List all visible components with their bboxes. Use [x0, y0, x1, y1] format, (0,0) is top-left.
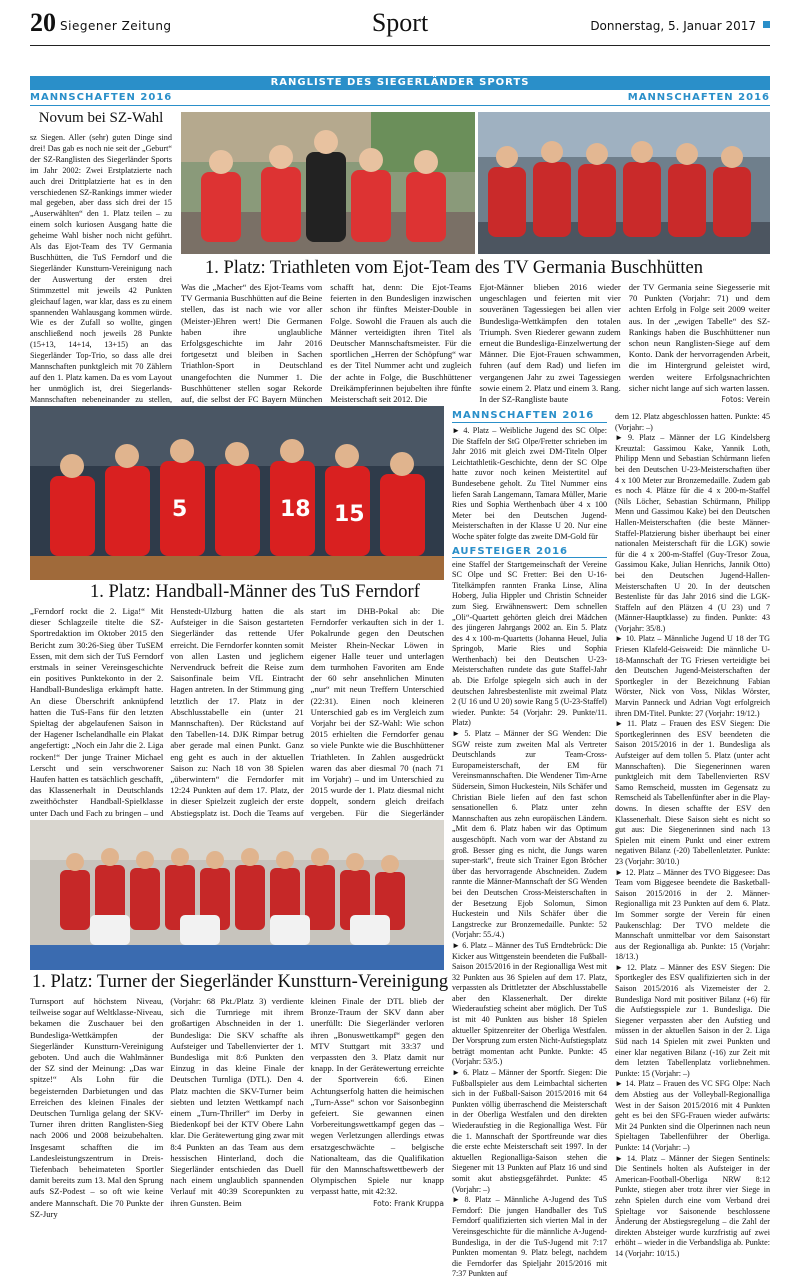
right-entry-a2: ► 5. Platz – Männer der SG Wenden: Die SGW reiste zum zweiten Mal als Vertreter Deutschlands zur Team-Cross-Europameisterschaft, der EM für Vereinsmannschaften. Die Wendener Tim-Arne Südersein, Simon Huckestein, Nils Schäfer und Christian Biele liefen auf den fast schon sensationellen 6. Platz unter zehn Mannschaften aus zehn europäischen Ländern. „Mit dem 6. Platz haben wir das Optimum ausgeschöpft. Nach vorn war der Abstand zu groß. Besser ging es nicht, die Jungs waren super-stark“, freute sich Trainer Egon Bröcher über das hervorragende Abschneiden. Zudem rannte die Männer-Mannschaft der SG Wenden bei den Deutschen Cross-Meisterschaften in der Besetzung Ejob Solomun, Simon Huckestein und Nils Schäfer über die Langstrecke zur Bronzemedaille. Punkte: 52 (Vorjahr: 55./4.) — [452, 729, 607, 940]
story1-col-3: Ejot-Männer blieben 2016 wieder ungeschlagen und feierten mit vier souveränen Tagessiegen bei allen vier Bundesliga-Wettkämpfen den totalen Triumph. Sven Riederer gewann zudem erneut die Bundesliga-Einzelwertung der Männer. Die Ejot-Frauen schwammen, fuhren (auf dem Rad) und liefen im vergangenen Jahr zu zwei Tagessiegen sowie einem 2. Platz und einem 3. Rang. In der SZ-Rangliste baute — [479, 282, 621, 405]
section-title: Sport — [371, 8, 429, 37]
intro-text: sz Siegen. Aller (sehr) guten Dinge sind drei! Das gab es noch nie seit der „Geburt“ der SZ-Ranglisten des Siegerländer Sports im Jahr 2002: Zwei Erstplatzierte nach auch drei Drittplatzierte hat es in den verschiedenen SZ-Rankings immer wieder mal gegeben, aber dass sich drei der 15 „Auserwählten“ den 1. Platz teilen – zu einem solch kuriosen Ausgang hatte die geheime Wahl bisher noch nicht geführt. Als das Ejot-Team des TV Germania Buschhütten, die TuS Ferndorf und die Siegerländer Kunstturn-Vereinigung nach der Auswertung der ersten drei Stimmzettel mit jeweils 42 Punkten gleichauf lagen, war klar, dass es zu einem spannenden Wahlausgang kommen würde. Wie es der Zufall so wollte, gingen anschließend noch jeweils 28 Punkte (15+13, 14+14, 13+15) an das Siegerländer Top-Trio, so dass alle drei Mannschaften punktgleich mit 70 Zählern auf den 1. Platz kamen. Da es vom Layout her unmöglich ist, drei Siegerlands-Mannschaften nebeneinander zu stellen, — [30, 133, 172, 404]
story2-col-2: Henstedt-Ulzburg hatten die als Aufsteiger in die Saison gestarteten Siegerländer das rettende Ufer erreicht. Die Ferndorfer konnten somit von allen Lasten und jeglichem Nervendruck befreit die Reise zum Saisonfinale beim VfL Eintracht Hagen antreten. In der Stimmung ging letztlich der 17. Platz in der Abschlusstabelle ein (unter 21 Mannschaften). Der Rückstand auf den Tabellen-14. DJK Rimpar betrug aber gerade mal einen Punkt. Ganz eng geht es auch in der aktuellen Saison zu: Nach 18 von 38 Spielen „überwintern“ die Ferndorfer mit 12:24 Punkten auf dem 17. Platz, der in dieser Spielzeit zugleich der erste Abstiegsplatz ist. Doch die Teams auf — [170, 606, 304, 818]
story2-col-1: „Ferndorf rockt die 2. Liga!“ Mit dieser Schlagzeile titelte die SZ-Sportredaktion im Oktober 2015 den Bericht zum 30:26-Sieg über TuSEM Essen, mit dem sich der TuS Ferndorf erstmals in seiner Vereinsgeschichte ein positives Punktekonto in der 2. Handball-Bundesliga erkämpft hatte. An diese Überschrift anknüpfend hatten die TuS-Fans für den letzten Spieltag der abgelaufenen Saison in der Hagener Ischelandhalle ein Plakat angefertigt: „Noch ein Jahr die 2. Liga rocken!“ Der junge Trainer Michael Lerscht und sein verschworener Haufen hatten es tatsächlich geschafft, das Klassenerhalt in Deutschlands zweithöchster Handball-Spielklasse unter Dach und Fach zu bringen – und — [30, 606, 164, 818]
photo-handball-team — [30, 406, 444, 580]
right-entry-a1: eine Staffel der Startgemeinschaft der Vereine SC Olpe und SC Fretter: Bei den U-16-Titelkämpfen rannten Franka Linse, Alina Hoberg, Julia Hippler und Christin Schneider zum Sieg. Erwähnenswert: Dem schnellen „Oli“-Quartett gehörten gleich drei Mädchen des jüngeren Jahrgangs 2002 an. Ein 5. Platz des 4 x 100-m-Quartetts (Johanna Heuel, Julia Springob, Marie Ries und Sophia Werthenbach) bei den Deutschen U-23-Meisterschaften rundete das gute Staffel-Jahr ab. Die Erfolge spiegeln sich auch in der deutschen Jahresbestenliste mit zweimal Platz 2 (U 16 und U 20) sowie Rang 5 (U-23-Staffel) wieder. Punkte: 54 (Vorjahr: 29. Punkte/11. Platz) — [452, 559, 607, 728]
right-head-aufsteiger: AUFSTEIGER 2016 — [452, 546, 607, 558]
right-entry-a3: ► 6. Platz – Männer des TuS Erndtebrück: Die Kicker aus Wittgenstein beendeten die Fußball-Saison 2015/2016 in der Regionalliga West mit 32 Punkten aus 36 Spielen auf dem 17. Platz, verpassten als Drittletzter der Abschlusstabelle aber den Klassenerhalt. Der direkte Wiederaufstieg scheint aber möglich. Der TuS ist mit 40 Punkten aus bisher 18 Spielen aktueller Spitzenreiter der Oberliga Westfalen. Der Vorsprung zum ersten Nicht-Aufstiegsplatz beträgt momentan acht Punkte. Punkte: 45 (Vorjahr: 53/5.) — [452, 940, 607, 1067]
story3-col-3: kleinen Finale der DTL blieb der Bronze-Traum der SKV dann aber unerfüllt: Die Siegerländer verloren ihren „Bonuswettkampf“ gegen den MTV Stuttgart mit 33:37 und verpassten den 3. Platz damit nur knapp. In der Gerätewertung erreichte der Sportverein 6:6. Einen Achtungserfolg hatten die heimischen „Turn-Asse“ schon vor Saisonbeginn gefeiert. Sie gewannen einen Vorbereitungswettkampf gegen das – wegen Verletzungen allerdings etwas ersatzgeschwächte – belgische Nationalteam, das die Qualifikation für den Mannschaftswettbewerb der Olympischen Spiele nur knapp verpasst hatte, mit 42:32. — [310, 996, 444, 1197]
story1-col-1: Was die „Macher“ des Ejot-Teams vom TV Germania Buschhütten auf die Beine stellen, das ist nach wie vor aller (Meister-)Ehren wert! Die Germanen haben ihre unglaubliche Erfolgsgeschichte im Jahr 2016 fortgesetzt und bleiben in Sachen Triathlon-Sport in Deutschland unangefochten die Nummer 1. Die Buschhüttener stellen sogar Rekorde auf, die selbst der FC Bayern München — [181, 282, 323, 405]
right-entry-a4: ► 6. Platz – Männer der Sportfr. Siegen: Die Fußballspieler aus dem Leimbachtal sicherten sich in der Fußball-Saison 2015/2016 mit 64 Punkten völlig überraschend die Meisterschaft in der Oberliga Westfalen und den direkten Wiederaufstieg in die Regionalliga West. Für die 1. Mannschaft der Sportfreunde war dies die erste echte Meisterschaft seit 1997. In der aktuellen Regionalliga-Saison stehen die Siegener mit 13 Punkten auf Platz 16 und sind somit akut abstiegsgefährdet. Punkte: 45 (Vorjahr: –) — [452, 1068, 607, 1194]
story2-body — [30, 606, 444, 816]
right-entry-b7: ► 14. Platz – Männer der Siegen Sentinels: Die Sentinels holten als Aufsteiger in der American-Football-Oberliga NRW 8:12 Punkte, stiegen aber trotz ihrer vier Siege in zehn Spielen durch eine vom Verband drei Spieltage vor Saisonende beschlossene Änderung der Abstiegsregelung – die Zahl der direkten Absteiger wurde kurzfristig auf zwei erhöht – wieder in die Verbandsliga ab. Punkte: 14 (Vorjahr: 10/15.) — [615, 1153, 770, 1258]
newspaper-name: Siegener Zeitung — [60, 19, 172, 33]
svg-text:15: 15 — [334, 502, 365, 527]
story1-body — [181, 282, 770, 405]
intro-title: Novum bei SZ-Wahl — [38, 110, 164, 126]
story1-credit: Fotos: Verein — [721, 395, 770, 405]
story3-credit: Foto: Frank Kruppa — [373, 1198, 444, 1208]
story2-headline: 1. Platz: Handball-Männer des TuS Ferndorf — [90, 582, 420, 602]
page-header — [30, 8, 770, 46]
right-entry-b1: ► 9. Platz – Männer der LG Kindelsberg Kreuztal: Gassimou Kake, Yannik Loth, Philipp Menn und Sebastian Schürmann liefen bei den Deutschen U-23-Meisterschaften über 4 x 100 Meter zur Bronzemedaille. Zudem gab es noch 4. Plätze für die 4 x 200-m-Staffel (Nils Löcher, Sebastian Schürmann, Philipp Menn und Gassimou Kake) bei den Deutschen Hallen-Meisterschaften (die beste Männer-Staffel-Platzierung bisher überhaupt bei einer nationalen Meisterschaft für die LGK) sowie für die 4 x 200-m-Staffel (Guy-Tresor Zoua, Gassimou Kake, Julian Henrichs, Jannik Otto) bei den Deutschen Jugend-Hallen-Meisterschaften U 20. In der deutschen Bestenliste für das Jahr 2016 sind die LGK-Staffeln auf den Plätzen 4 (U 23) und 7 (Männer-Hauptklasse) zu finden. Punkte: 43 (Vorjahr: 35/8.) — [615, 433, 770, 633]
story3-col-1: Turnsport auf höchstem Niveau, teilweise sogar auf Weltklasse-Niveau, bekamen die Zuschauer bei den Bundesliga-Wettkämpfen der Siegerländer Kunstturn-Vereinigung geboten. Und auch die Wahlmänner der SZ sind der Meinung: „Das war spitze!“ Als Lohn für die begeisternden Darbietungen und das Erreichen des kleinen Finales der Deutschen Turnliga gelang der SKV-Turner ihren dritten Ranglisten-Sieg nach 2006 und 2008 beizubehalten. Insgesamt schafften die im Landesleistungszentrum in Dreis-Tiefenbach beheimateten Sportler damit bereits zum 13. Mal den Sprung aufs SZ-Podest – so oft wie keine andere Mannschaft. Die 70 Punkte der SZ-Jury — [30, 996, 164, 1219]
right-head-mannschaften: MANNSCHAFTEN 2016 — [452, 410, 607, 423]
story2-col-3: start im DHB-Pokal ab: Die Ferndorfer verkauften sich in der 1. Pokalrunde gegen den Deutschen Meister Rhein-Neckar Löwen in eigener Halle teuer und unterlagen dem turmhohen Favoriten am Ende der 60 sehr ansehnlichen Minuten „nur“ mit neun Treffern Unterschied (22:31). Einen noch kleineren Unterschied gab es im Vergleich zum Vorjahr bei der SZ-Wahl: Wie schon 2015 erhielten die Ferndorfer genau so viele Punkte wie die Buschhüttener Triathleten. In Zahlen ausgedrückt waren das aber diesmal 70 (nach 71 im Vorjahr) – und im Unterschied zu 2015 wurde der 1. Platz diesmal nicht doppelt, sondern gleich dreifach vergeben. Für die Siegerländer — [310, 606, 444, 818]
svg-text:18: 18 — [280, 497, 311, 522]
story3-headline: 1. Platz: Turner der Siegerländer Kunstturn-Vereinigung — [32, 972, 449, 992]
right-entry-a0: ► 4. Platz – Weibliche Jugend des SC Olpe: Die Staffeln der StG Olpe/Fretter schrieben im Jahr 2016 mit gleich zwei DM-Titeln Olper Leichtathletik-Geschichte, denn der SC Olpe hatte zuvor noch keinen Meistertitel auf Bundesebene geholt. Zu Titel Nummer eins liefen Sarah Langemann, Tamara Müller, Marie Ries und Sophia Werthenbach über 4 x 100 Meter bei den Deutschen Jugend-Meisterschaften in der Klasse U 20. Nur eine Woche später folgte das zweite DM-Gold für — [452, 426, 607, 541]
right-entry-b6: ► 14. Platz – Frauen des VC SFG Olpe: Nach dem Abstieg aus der Volleyball-Regionalliga West in der Saison 2015/2016 mit 4 Punkten geht es bei den SFG-Frauen wieder aufwärts: Mit 24 Punkten sind die Olperinnen nach neun Spieltagen Tabellenführer der Oberliga. Punkte: 14 (Vorjahr: –) — [615, 1079, 770, 1152]
right-entry-b5: ► 12. Platz – Männer des ESV Siegen: Die Sportkegler des ESV qualifizierten sich in der Saison 2015/2016 als Vizemeister der 2. Bundesliga Nord mit positiver Bilanz (+6) für die Aufstiegsspiele zur 1. Bundesliga. Die Siegener verpassten aber den Aufstieg und müssen in der aktuellen Saison in der 2. Liga Süd nach 14 Spielen mit zwei Punkten und einer klar negativen Bilanz (-16) zur Zeit mit dem letzten Tabellenplatz vorliebnehmen. Punkte: 15 (Vorjahr: –) — [615, 962, 770, 1078]
blue-square-icon — [763, 21, 770, 28]
intro-box — [30, 110, 172, 404]
story1-col-4: der TV Germania seine Siegesserie mit 70 Punkten (Vorjahr: 71) und dem achten Erfolg in Folge seit 2009 weiter aus. In der „ewigen Tabelle“ des SZ-Rankings haben die Buschhüttener nun schon neun Ranglisten-Siege auf dem Konto. Dank der hervorragenden Arbeit, die im Hintergrund geleistet wird, werden weitere Erfolgsnachrichten sicher nicht lange auf sich warten lassen. — [628, 282, 770, 393]
right-entry-b2: ► 10. Platz – Männliche Jugend U 18 der TG Friesen Klafeld-Geisweid: Die männliche U-18-Mannschaft der TG Friesen verteidigte bei den Deutschen Jugend-Meisterschaften der Sportkegler in der Bezeichnung Fabian Wörster, Nick von Voss, Niklas Wörster, Marvin Panneck und Adrian Vogt erfolgreich ihren DM-Titel. Punkte: 27 (Vorjahr: 19/12.) — [615, 634, 770, 718]
story3-body — [30, 996, 444, 1219]
story1-headline: 1. Platz: Triathleten vom Ejot-Team des TV Germania Buschhütten — [205, 258, 703, 278]
right-entry-b4: ► 12. Platz – Männer des TVO Biggesee: Das Team vom Biggesee beendete die Basketball-Saison 2015/2016 in der 2. Männer-Regionalliga mit 23 Punkten auf dem 6. Platz. Im Sommer sorgte der Verein für einen Paukenschlag: Der TVO meldete die Mannschaft unmittelbar vor dem Saisonstart aus der Regionalliga ab. Punkte: 15 (Vorjahr: 18/13.) — [615, 867, 770, 962]
photo-gymnastics-team — [30, 820, 444, 970]
rangliste-banner: RANGLISTE DES SIEGERLÄNDER SPORTS — [30, 76, 770, 90]
right-col-b — [615, 412, 770, 1258]
page-number: 20 — [30, 8, 56, 37]
story3-col-2: (Vorjahr: 68 Pkt./Platz 3) verdiente sich die Turnriege mit ihrem großartigen Abschneiden in der 1. Bundesliga: Die SKV schaffte als Aufsteiger und Tabellenvierter der 1. Bundesliga mit 8:6 Punkten den Einzug in das kleine Finale der Deutschen Turnliga (DTL). Den 4. Platz machten die SKV-Turner beim siebten und letzten Wettkampf nach einem „Turn-Thriller“ im Derby in Biedenkopf bei der KTV Obere Lahn klar. Die Gerätewertung ging zwar mit 8:4 Punkten an das Team aus dem hessischen Hinterland, doch die Siegerländer entschieden das Duell nach einem unglaublich spannenden Verlauf mit 40:39 Scorepunkten zu ihren Gunsten. Beim — [170, 996, 304, 1208]
photo-triathlon-women — [181, 112, 475, 254]
right-entry-b3: ► 11. Platz – Frauen des ESV Siegen: Die Sportkeglerinnen des ESV beendeten die Saison 2015/2016 in der 1. Bundesliga als Aufsteiger auf dem tollen 5. Platz (unter acht Mannschaften). Die Siegenerinnen waren punktgleich mit dem Tabellenvierten RSV Samo Remscheid, mussten im Gegensatz zu Remscheid als Tabellenfünfter aber in die Play-downs. In diesen schaffte der ESV den Klassenerhalt. Diese Saison sieht es nicht so gut aus: Die Siegenerinnen sind nach 13 Spielen mit einem Punkt und einer extrem negativen Bilanz (-20) Tabellenletzter. Punkte: 23 (Vorjahr: 30/10.) — [615, 719, 770, 866]
story1-col-2: schafft hat, denn: Die Ejot-Teams feierten in den Bundesligen inzwischen schon ihr fünftes Meister-Double in Folge. Sowohl die Frauen als auch die Männer verteidigten ihren Titel als Deutscher Mannschaftsmeister. Für die sportlichen „Herren der Schöpfung“ war es der Titel Nummer acht und zugleich der achte in Folge, die Buschhüttener Dreikämpferinnen bejubelten ihre fünfte Meisterschaft seit 2012. Die — [330, 282, 472, 405]
subhead-right: MANNSCHAFTEN 2016 — [627, 92, 770, 103]
svg-text:5: 5 — [172, 497, 188, 522]
issue-date: Donnerstag, 5. Januar 2017 — [590, 19, 756, 33]
photo-triathlon-men — [478, 112, 770, 254]
right-entry-a5: ► 8. Platz – Männliche A-Jugend des TuS Ferndorf: Die jungen Handballer des TuS Ferndorf qualifizierten sich vierten Mal in der Vereinsgeschichte für die männliche A-Jugend-Bundesliga, in der die TuS-Jugend mit 7:17 Punkten momentan 9. Platz belegt, nachdem die Ferndorfer das Spieljahr 2015/2016 mit 7:37 Punkten auf — [452, 1195, 607, 1279]
right-entry-b0: dem 12. Platz abgeschlossen hatten. Punkte: 45 (Vorjahr: –) — [615, 412, 770, 432]
subhead-left: MANNSCHAFTEN 2016 — [30, 92, 173, 103]
subhead-rule — [30, 105, 770, 106]
right-col-a — [452, 426, 607, 1279]
